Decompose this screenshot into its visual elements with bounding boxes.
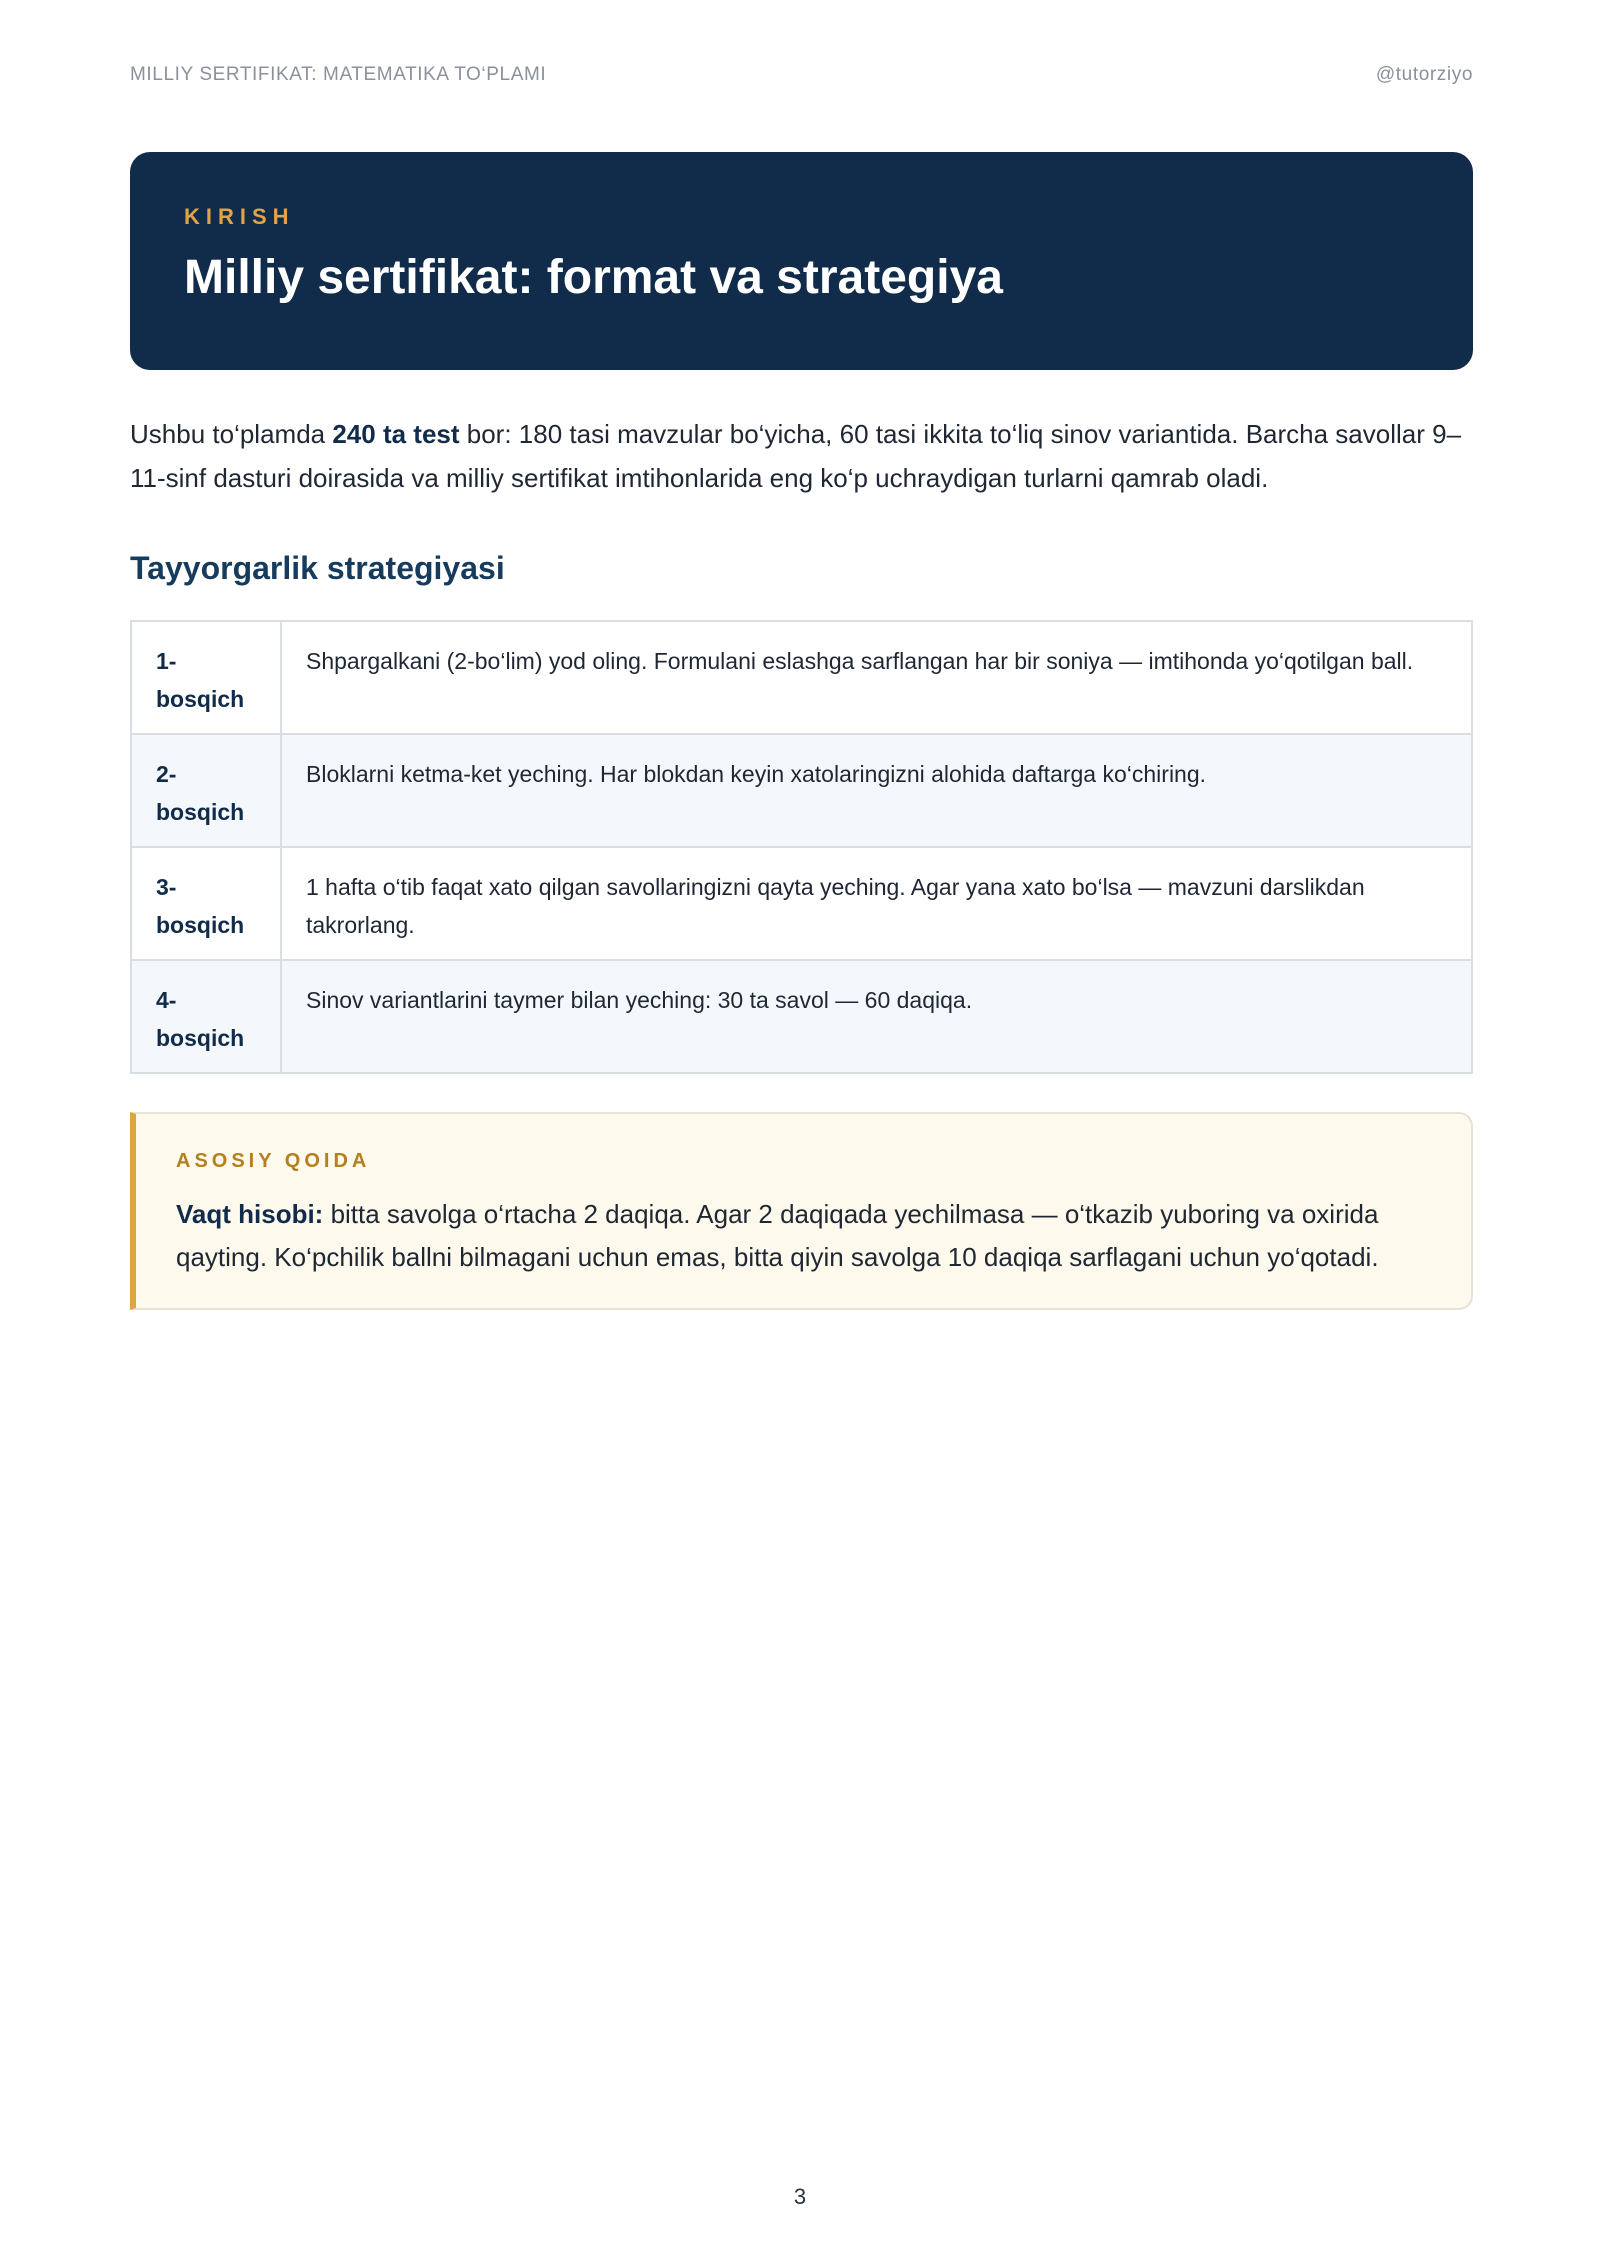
step-text: Shpargalkani (2-bo‘lim) yod oling. Formulani eslashga sarflangan har bir soniya — imtihonda yo‘qotilgan ball. xyxy=(281,621,1472,734)
step-label: 4-bosqich xyxy=(131,960,281,1073)
callout-highlight: Vaqt hisobi: xyxy=(176,1199,324,1229)
intro-text-start: Ushbu to‘plamda xyxy=(130,419,333,449)
intro-highlight: 240 ta test xyxy=(332,419,460,449)
step-label: 1-bosqich xyxy=(131,621,281,734)
callout-kicker: ASOSIY QOIDA xyxy=(176,1150,371,1172)
table-row xyxy=(131,621,1472,734)
table-row xyxy=(131,960,1472,1073)
table-row xyxy=(131,734,1472,847)
step-label: 3-bosqich xyxy=(131,847,281,960)
intro-paragraph xyxy=(130,412,1473,500)
step-label: 2-bosqich xyxy=(131,734,281,847)
key-rule-callout xyxy=(130,1112,1473,1310)
intro-text-end: bor: 180 tasi mavzular bo‘yicha, 60 tasi ikkita to‘liq sinov variantida. Barcha savollar 9–11-sinf dasturi doirasida va milliy sertifikat imtihonlarida eng ko‘p uchraydigan turlarni qamrab oladi. xyxy=(130,419,1462,493)
callout-body: bitta savolga o‘rtacha 2 daqiqa. Agar 2 daqiqada yechilmasa — o‘tkazib yuboring va oxirida qayting. Ko‘pchilik ballni bilmagani uchun emas, bitta qiyin savolga 10 daqiqa sarflagani uchun yo‘qotadi. xyxy=(176,1199,1379,1272)
page-header xyxy=(130,64,1473,86)
table-row xyxy=(131,847,1472,960)
step-text: Bloklarni ketma-ket yeching. Har blokdan keyin xatolaringizni alohida daftarga ko‘chiring. xyxy=(281,734,1472,847)
chapter-banner xyxy=(130,152,1473,370)
chapter-title: Milliy sertifikat: format va strategiya xyxy=(184,251,1003,304)
step-text: 1 hafta o‘tib faqat xato qilgan savollaringizni qayta yeching. Agar yana xato bo‘lsa — mavzuni darslikdan takrorlang. xyxy=(281,847,1472,960)
section-title: Tayyorgarlik strategiyasi xyxy=(130,550,505,586)
chapter-kicker: KIRISH xyxy=(184,204,295,229)
page-number: 3 xyxy=(793,2184,807,2209)
document-title: MILLIY SERTIFIKAT: MATEMATIKA TO‘PLAMI xyxy=(130,64,547,85)
step-text: Sinov variantlarini taymer bilan yeching: 30 ta savol — 60 daqiqa. xyxy=(281,960,1472,1073)
author-handle: @tutorziyo xyxy=(1375,64,1473,85)
strategy-table xyxy=(130,620,1473,1074)
callout-text xyxy=(176,1193,1431,1279)
